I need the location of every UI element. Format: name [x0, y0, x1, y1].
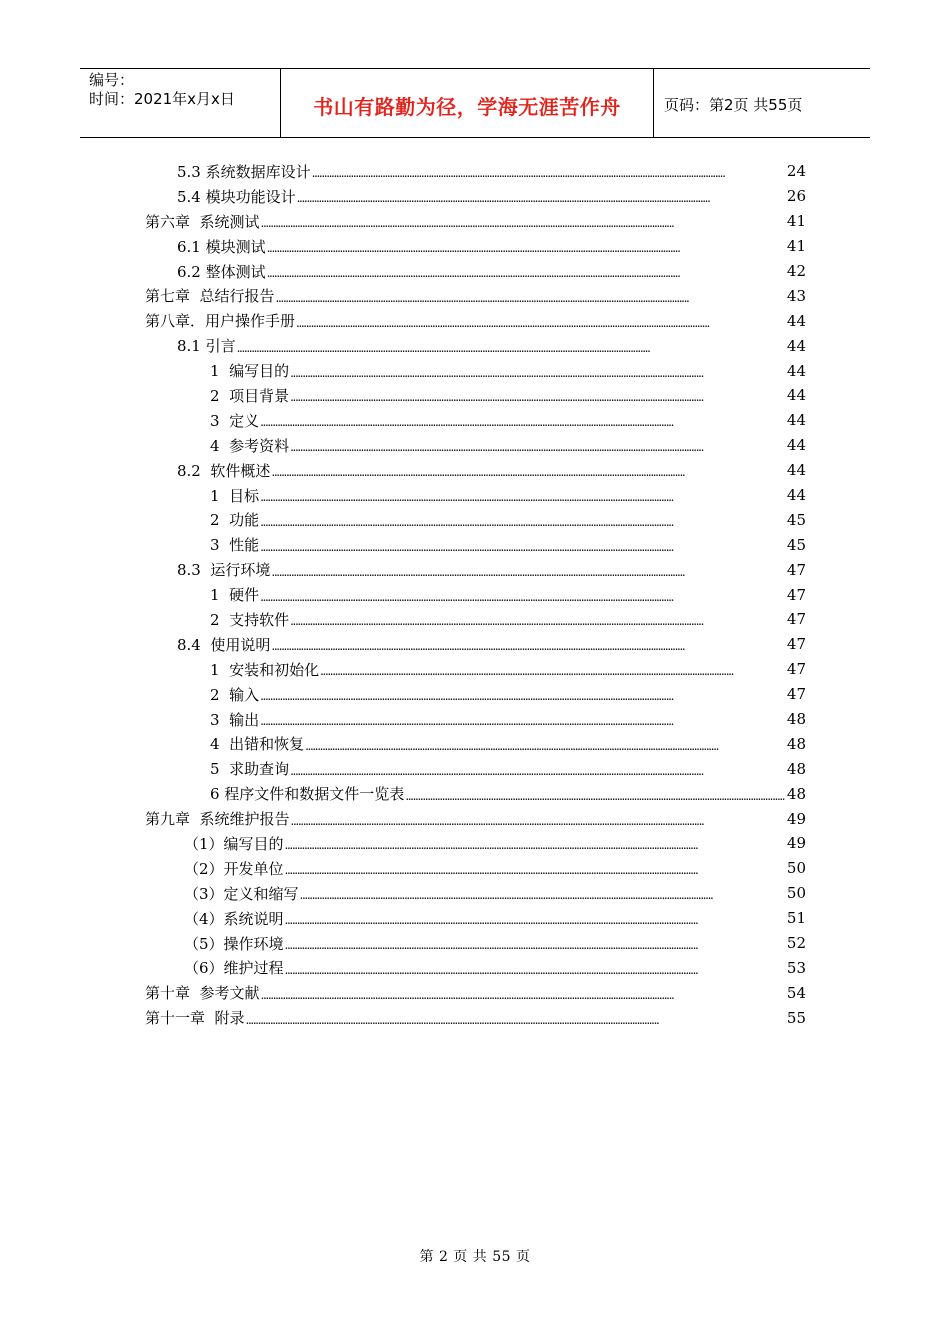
toc-entry-page: 47 — [786, 560, 806, 579]
toc-dot-leader — [290, 390, 785, 404]
toc-dot-leader — [260, 714, 785, 728]
toc-entry-title: 8.4 使用说明 — [177, 635, 271, 654]
toc-entry[interactable] — [0, 234, 950, 259]
toc-dot-leader — [267, 266, 785, 280]
toc-entry-title: 第十章 参考文献 — [145, 984, 260, 1003]
time-label: 时间：2021年x月x日 — [89, 90, 235, 108]
page-header — [80, 68, 870, 138]
toc-dot-leader — [290, 366, 785, 380]
toc-dot-leader — [290, 764, 785, 778]
toc-entry-page: 48 — [786, 734, 806, 753]
toc-entry-title: 5 求助查询 — [210, 760, 290, 779]
toc-entry[interactable] — [0, 408, 950, 433]
toc-dot-leader — [405, 789, 785, 803]
toc-dot-leader — [260, 515, 785, 529]
toc-entry-page: 44 — [786, 311, 806, 330]
toc-entry-page: 50 — [786, 859, 806, 878]
toc-entry-page: 52 — [786, 934, 806, 953]
toc-entry[interactable] — [0, 806, 950, 831]
toc-entry[interactable] — [0, 209, 950, 234]
toc-entry[interactable] — [0, 582, 950, 607]
toc-dot-leader — [285, 913, 785, 927]
toc-entry[interactable] — [0, 731, 950, 756]
toc-entry-page: 44 — [786, 436, 806, 455]
toc-entry-title: 6.1 模块测试 — [177, 237, 266, 256]
toc-dot-leader — [297, 191, 785, 205]
toc-dot-leader — [267, 241, 785, 255]
toc-entry[interactable] — [0, 458, 950, 483]
toc-dot-leader — [260, 689, 785, 703]
toc-entry-page: 44 — [786, 386, 806, 405]
toc-entry-title: 第七章 总结行报告 — [145, 287, 275, 306]
toc-dot-leader — [290, 440, 785, 454]
toc-entry-page: 47 — [786, 685, 806, 704]
toc-entry-page: 49 — [786, 809, 806, 828]
toc-entry-page: 45 — [786, 535, 806, 554]
toc-entry-title: 6.2 整体测试 — [177, 262, 266, 281]
toc-entry-title: （2）开发单位 — [184, 859, 284, 878]
toc-entry[interactable] — [0, 308, 950, 333]
toc-entry[interactable] — [0, 532, 950, 557]
toc-entry-title: 2 项目背景 — [210, 386, 290, 405]
toc-entry-page: 48 — [786, 710, 806, 729]
toc-entry-title: 2 支持软件 — [210, 610, 290, 629]
toc-entry[interactable] — [0, 781, 950, 806]
toc-entry[interactable] — [0, 383, 950, 408]
toc-entry[interactable] — [0, 956, 950, 981]
toc-dot-leader — [296, 316, 785, 330]
toc-entry-title: 3 输出 — [210, 710, 260, 729]
toc-entry-page: 44 — [786, 486, 806, 505]
toc-entry-title: 8.1 引言 — [177, 337, 236, 356]
toc-entry-page: 44 — [786, 411, 806, 430]
toc-dot-leader — [237, 341, 785, 355]
toc-entry[interactable] — [0, 906, 950, 931]
header-meta — [80, 69, 281, 137]
toc-entry-page: 41 — [786, 212, 806, 231]
toc-entry[interactable] — [0, 259, 950, 284]
toc-dot-leader — [261, 988, 785, 1002]
toc-entry-title: 8.2 软件概述 — [177, 461, 271, 480]
toc-entry-title: 1 编写目的 — [210, 362, 290, 381]
toc-entry-page: 50 — [786, 884, 806, 903]
toc-entry-page: 49 — [786, 834, 806, 853]
toc-entry[interactable] — [0, 184, 950, 209]
toc-dot-leader — [271, 465, 785, 479]
toc-dot-leader — [305, 739, 785, 753]
toc-entry-title: 2 功能 — [210, 511, 260, 530]
toc-entry[interactable] — [0, 333, 950, 358]
toc-entry-page: 47 — [786, 585, 806, 604]
toc-entry-page: 26 — [786, 187, 806, 206]
toc-dot-leader — [260, 590, 785, 604]
toc-dot-leader — [285, 963, 785, 977]
toc-entry-title: 5.4 模块功能设计 — [177, 187, 296, 206]
toc-entry-page: 47 — [786, 610, 806, 629]
toc-entry-page: 44 — [786, 336, 806, 355]
toc-dot-leader — [285, 838, 785, 852]
toc-entry-page: 42 — [786, 262, 806, 280]
toc-entry-title: 6 程序文件和数据文件一览表 — [210, 785, 405, 804]
toc-entry-title: （5）操作环境 — [184, 934, 284, 953]
toc-entry-title: 1 安装和初始化 — [210, 660, 320, 679]
toc-entry-page: 43 — [786, 286, 806, 305]
toc-entry-page: 45 — [786, 510, 806, 529]
toc-dot-leader — [290, 614, 785, 628]
toc-entry-title: （6）维护过程 — [184, 959, 284, 978]
toc-entry[interactable] — [0, 159, 950, 184]
toc-dot-leader — [260, 415, 785, 429]
toc-entry[interactable] — [0, 831, 950, 856]
toc-entry-title: 1 目标 — [210, 486, 260, 505]
toc-dot-leader — [271, 565, 785, 579]
toc-entry-title: 1 硬件 — [210, 586, 260, 605]
toc-entry-title: 3 性能 — [210, 536, 260, 555]
toc-dot-leader — [260, 490, 785, 504]
toc-entry-title: 2 输入 — [210, 685, 260, 704]
toc-entry-title: 第九章 系统维护报告 — [145, 810, 290, 829]
toc-entry[interactable] — [0, 931, 950, 956]
toc-entry[interactable] — [0, 980, 950, 1005]
toc-entry[interactable] — [0, 881, 950, 906]
toc-entry-title: （4）系统说明 — [184, 909, 284, 928]
toc-entry-title: 4 参考资料 — [210, 436, 290, 455]
header-page-info: 页码：第2页 共55页 — [664, 95, 803, 114]
toc-entry-page: 41 — [786, 237, 806, 256]
toc-entry[interactable] — [0, 632, 950, 657]
toc-entry-title: （1）编写目的 — [184, 834, 284, 853]
toc-dot-leader — [291, 814, 785, 828]
toc-dot-leader — [300, 888, 785, 902]
toc-entry[interactable] — [0, 657, 950, 682]
toc-entry-title: （3）定义和缩写 — [184, 884, 299, 903]
toc-entry[interactable] — [0, 433, 950, 458]
toc-entry[interactable] — [0, 682, 950, 707]
toc-entry-title: 3 定义 — [210, 411, 260, 430]
toc-entry[interactable] — [0, 358, 950, 383]
toc-entry-page: 53 — [786, 958, 806, 977]
toc-entry[interactable] — [0, 507, 950, 532]
toc-entry[interactable] — [0, 607, 950, 632]
table-of-contents — [0, 159, 950, 1030]
toc-dot-leader — [260, 540, 785, 554]
toc-entry-title: 5.3 系统数据库设计 — [177, 162, 311, 181]
toc-dot-leader — [312, 166, 785, 180]
toc-entry[interactable] — [0, 283, 950, 308]
toc-entry-title: 8.3 运行环境 — [177, 561, 271, 580]
toc-dot-leader — [261, 216, 785, 230]
toc-dot-leader — [285, 938, 785, 952]
toc-dot-leader — [271, 639, 785, 653]
toc-entry-page: 55 — [786, 1008, 806, 1027]
toc-entry-page: 24 — [786, 162, 806, 181]
toc-dot-leader — [285, 863, 785, 877]
toc-entry[interactable] — [0, 756, 950, 781]
toc-entry-title: 第十一章 附录 — [145, 1009, 245, 1028]
toc-entry[interactable] — [0, 1005, 950, 1030]
toc-entry[interactable] — [0, 483, 950, 508]
toc-entry-page: 51 — [786, 909, 806, 928]
page-footer: 第 2 页 共 55 页 — [419, 1249, 531, 1265]
toc-entry[interactable] — [0, 856, 950, 881]
toc-entry-title: 4 出错和恢复 — [210, 735, 305, 754]
toc-dot-leader — [276, 291, 785, 305]
toc-entry-page: 47 — [786, 635, 806, 654]
toc-entry-title: 第六章 系统测试 — [145, 212, 260, 231]
toc-entry-page: 48 — [786, 759, 806, 778]
toc-entry-page: 48 — [786, 784, 806, 803]
toc-entry[interactable] — [0, 557, 950, 582]
number-label: 编号： — [89, 71, 135, 89]
toc-entry-page: 44 — [786, 461, 806, 480]
header-motto: 书山有路勤为径，学海无涯苦作舟 — [281, 69, 654, 137]
toc-entry[interactable] — [0, 707, 950, 732]
toc-dot-leader — [320, 664, 785, 678]
toc-dot-leader — [246, 1013, 785, 1027]
toc-entry-page: 47 — [786, 660, 806, 679]
toc-entry-page: 54 — [786, 983, 806, 1002]
toc-entry-page: 44 — [786, 361, 806, 380]
toc-entry-title: 第八章．用户操作手册 — [145, 312, 296, 331]
